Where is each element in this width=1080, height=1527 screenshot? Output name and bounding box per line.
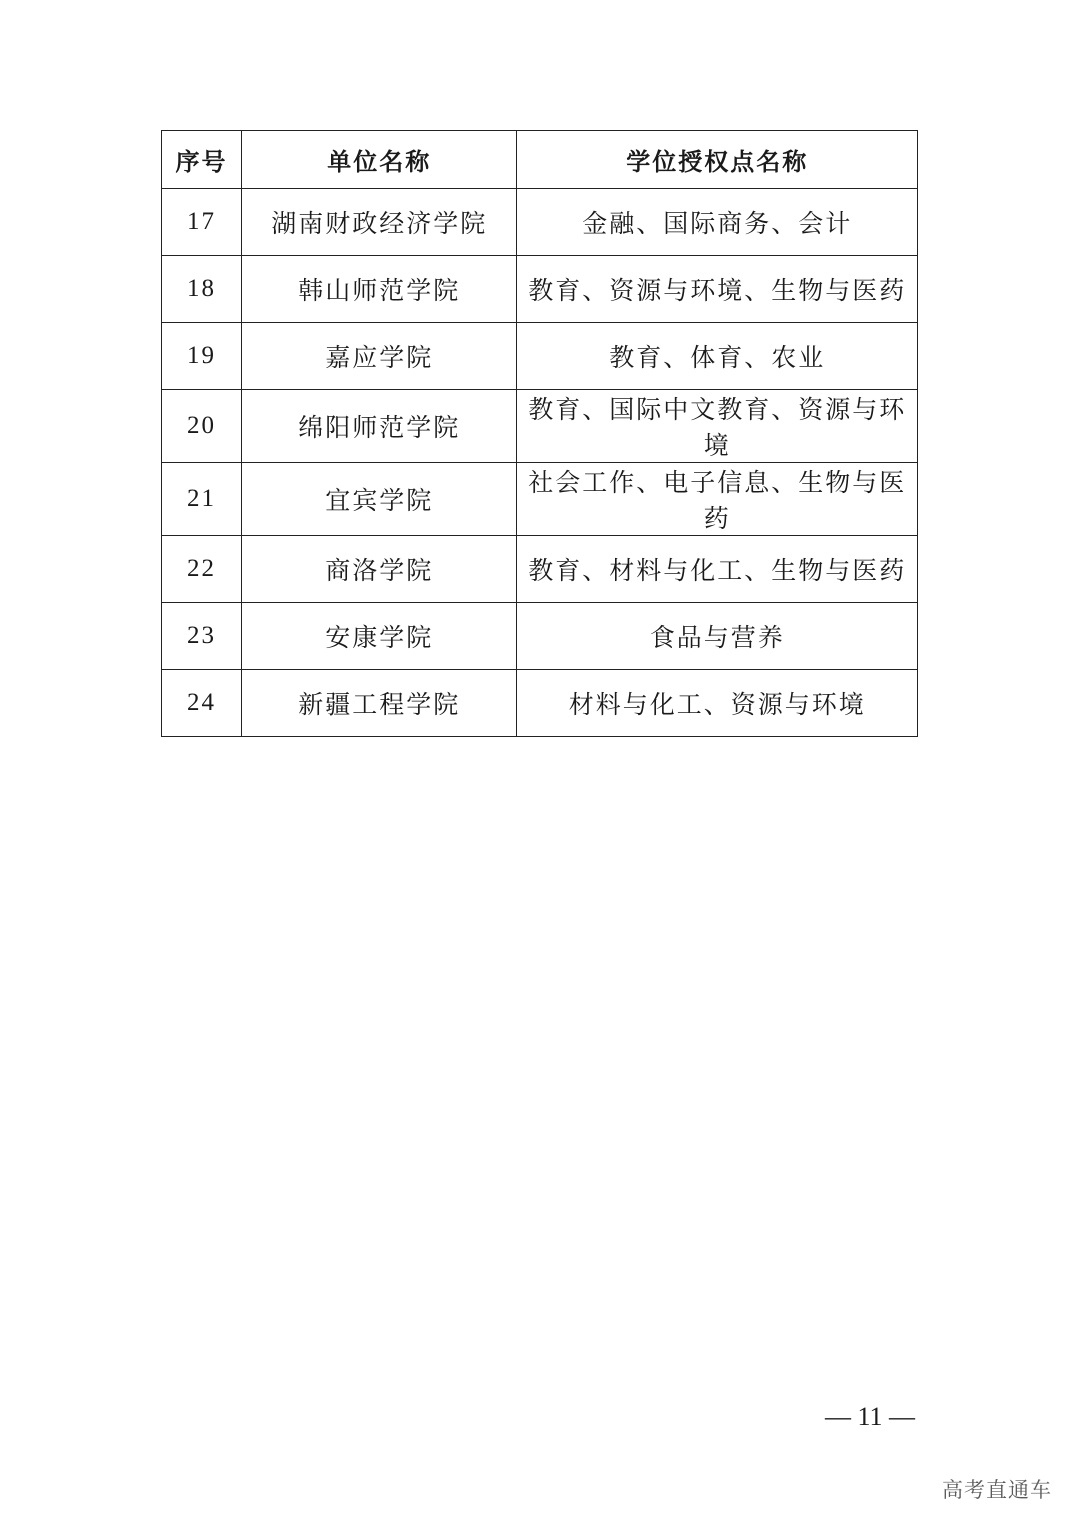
table-row: [162, 536, 918, 603]
page-number: — 11 —: [824, 1402, 916, 1431]
serial-number-cell: 23: [162, 603, 242, 670]
table-row: [162, 390, 918, 463]
table-row: [162, 603, 918, 670]
serial-number-cell: 19: [162, 323, 242, 390]
serial-number-cell: 22: [162, 536, 242, 603]
degree-points-cell: 教育、体育、农业: [517, 323, 918, 390]
degree-points-cell: 食品与营养: [517, 603, 918, 670]
unit-name-cell: 宜宾学院: [242, 463, 517, 536]
degree-points-cell: 教育、材料与化工、生物与医药: [517, 536, 918, 603]
degree-points-cell: 教育、国际中文教育、资源与环境: [517, 390, 918, 463]
degree-points-cell: 材料与化工、资源与环境: [517, 670, 918, 737]
degree-authorization-table: [161, 130, 918, 737]
serial-number-cell: 17: [162, 189, 242, 256]
unit-name-cell: 嘉应学院: [242, 323, 517, 390]
unit-name-cell: 绵阳师范学院: [242, 390, 517, 463]
header-serial-number: 序号: [162, 131, 242, 189]
unit-name-cell: 新疆工程学院: [242, 670, 517, 737]
serial-number-cell: 21: [162, 463, 242, 536]
serial-number-cell: 18: [162, 256, 242, 323]
degree-points-cell: 社会工作、电子信息、生物与医药: [517, 463, 918, 536]
degree-points-cell: 金融、国际商务、会计: [517, 189, 918, 256]
unit-name-cell: 湖南财政经济学院: [242, 189, 517, 256]
table-row: [162, 323, 918, 390]
serial-number-cell: 20: [162, 390, 242, 463]
header-degree-point-name: 学位授权点名称: [517, 131, 918, 189]
unit-name-cell: 安康学院: [242, 603, 517, 670]
table-row: [162, 463, 918, 536]
table-header-row: [162, 131, 918, 189]
header-unit-name: 单位名称: [242, 131, 517, 189]
degree-points-cell: 教育、资源与环境、生物与医药: [517, 256, 918, 323]
table-row: [162, 256, 918, 323]
table-row: [162, 670, 918, 737]
serial-number-cell: 24: [162, 670, 242, 737]
watermark-text: 高考直通车: [942, 1478, 1052, 1502]
unit-name-cell: 商洛学院: [242, 536, 517, 603]
unit-name-cell: 韩山师范学院: [242, 256, 517, 323]
table-row: [162, 189, 918, 256]
